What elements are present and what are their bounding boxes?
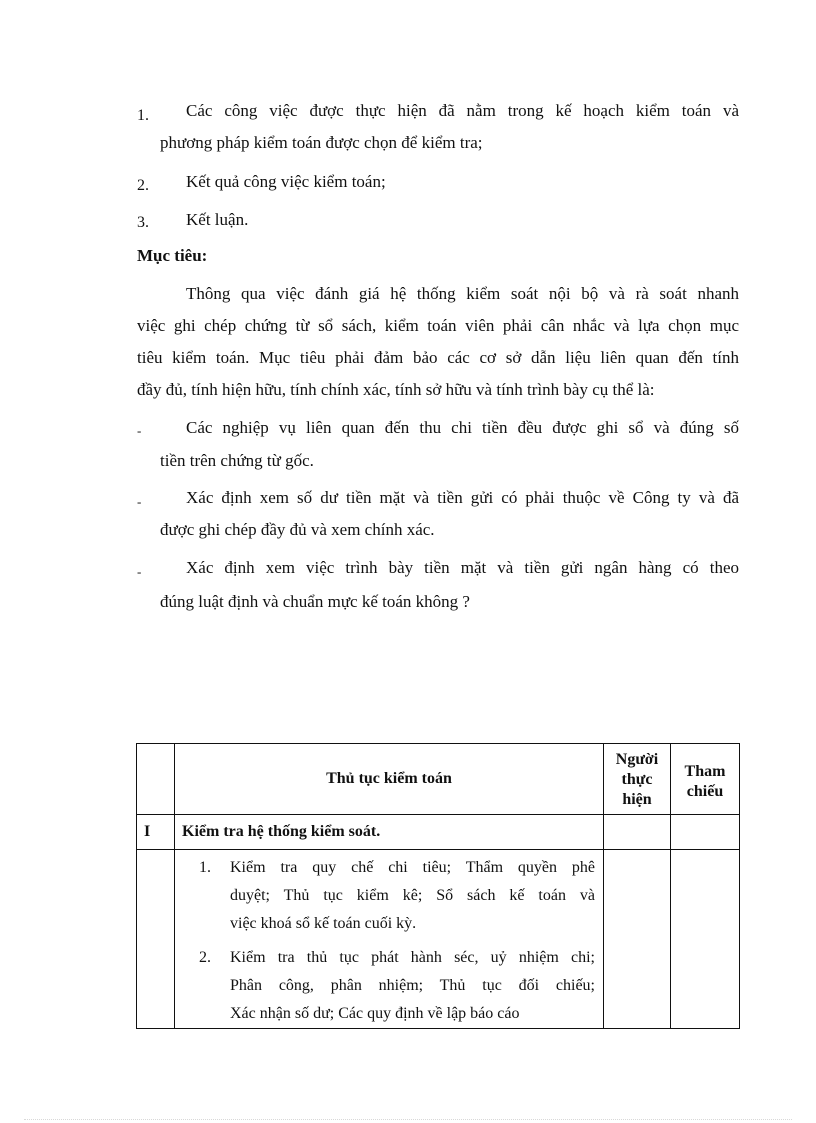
header-reference [671,744,740,815]
step-2 [175,944,603,1028]
header-performer [604,744,671,815]
step-1-number: 1. [199,859,211,876]
step-2-line-1: Kiểm tra thủ tục phát hành séc, uỷ nhiệm chi; [230,949,595,966]
steps-reference-cell [671,850,740,1029]
page-bottom-rule [24,1119,792,1120]
section-performer-cell [604,815,671,850]
list-item-1-line-1: Các công việc được thực hiện đã nằm trong kế hoạch kiểm toán và [186,101,739,120]
list-item-3-text: Kết luận. [186,210,249,229]
objective-heading: Mục tiêu: [137,246,208,265]
steps-index-cell [137,850,175,1029]
bullet-marker-3: - [137,564,142,579]
objective-paragraph-line-4: đầy đủ, tính hiện hữu, tính chính xác, tính sở hữu và tính trình bày cụ thể là: [137,380,655,399]
list-item-1-line-2: phương pháp kiểm toán được chọn để kiểm tra; [160,133,483,152]
bullet-2-line-1: Xác định xem số dư tiền mặt và tiền gửi có phải thuộc về Công ty và đã [186,488,739,507]
step-1 [175,854,603,938]
step-2-line-3: Xác nhận số dư; Các quy định về lập báo cáo [230,1005,520,1022]
header-procedure: Thủ tục kiểm toán [175,744,604,815]
step-1-line-1: Kiểm tra quy chế chi tiêu; Thẩm quyền phê [230,859,595,876]
objective-paragraph-line-2: việc ghi chép chứng từ sổ sách, kiểm toán viên phải cân nhắc và lựa chọn mục [137,316,739,335]
header-reference-line-1: Tham [684,763,726,780]
step-2-number: 2. [199,949,211,966]
list-number-1: 1. [137,107,149,124]
section-title: Kiểm tra hệ thống kiểm soát. [175,815,604,850]
section-reference-cell [671,815,740,850]
section-index: I [137,815,175,850]
bullet-2-line-2: được ghi chép đầy đủ và xem chính xác. [160,520,435,539]
step-1-line-2: duyệt; Thủ tục kiểm kê; Sổ sách kế toán và [230,887,595,904]
bullet-1-line-2: tiền trên chứng từ gốc. [160,451,314,470]
header-reference-line-2: chiếu [686,783,724,800]
steps-performer-cell [604,850,671,1029]
bullet-1-line-1: Các nghiệp vụ liên quan đến thu chi tiền đều được ghi sổ và đúng số [186,418,739,437]
table-section-row [137,815,740,850]
header-performer-line-2: thực [621,771,653,788]
objective-paragraph-line-1: Thông qua việc đánh giá hệ thống kiểm soát nội bộ và rà soát nhanh [186,284,739,303]
table-row [137,850,740,1029]
steps-cell [175,850,604,1029]
header-performer-line-3: hiện [622,791,652,808]
objective-paragraph-line-3: tiêu kiểm toán. Mục tiêu phải đảm bảo các cơ sở dẫn liệu liên quan đến tính [137,348,739,367]
bullet-3-line-1: Xác định xem việc trình bày tiền mặt và tiền gửi ngân hàng có theo [186,558,739,577]
list-number-3: 3. [137,214,149,231]
step-1-line-3: việc khoá sổ kế toán cuối kỳ. [230,915,417,932]
header-performer-line-1: Người [615,751,659,768]
step-2-line-2: Phân công, phân nhiệm; Thủ tục đối chiếu; [230,977,595,994]
bullet-3-line-2: đúng luật định và chuẩn mực kế toán không ? [160,592,470,611]
list-number-2: 2. [137,177,149,194]
audit-procedure-table [136,743,740,1029]
table-header-row [137,744,740,815]
bullet-marker-2: - [137,494,142,509]
header-index-cell [137,744,175,815]
bullet-marker-1: - [137,423,142,438]
list-item-2-text: Kết quả công việc kiểm toán; [186,172,386,191]
